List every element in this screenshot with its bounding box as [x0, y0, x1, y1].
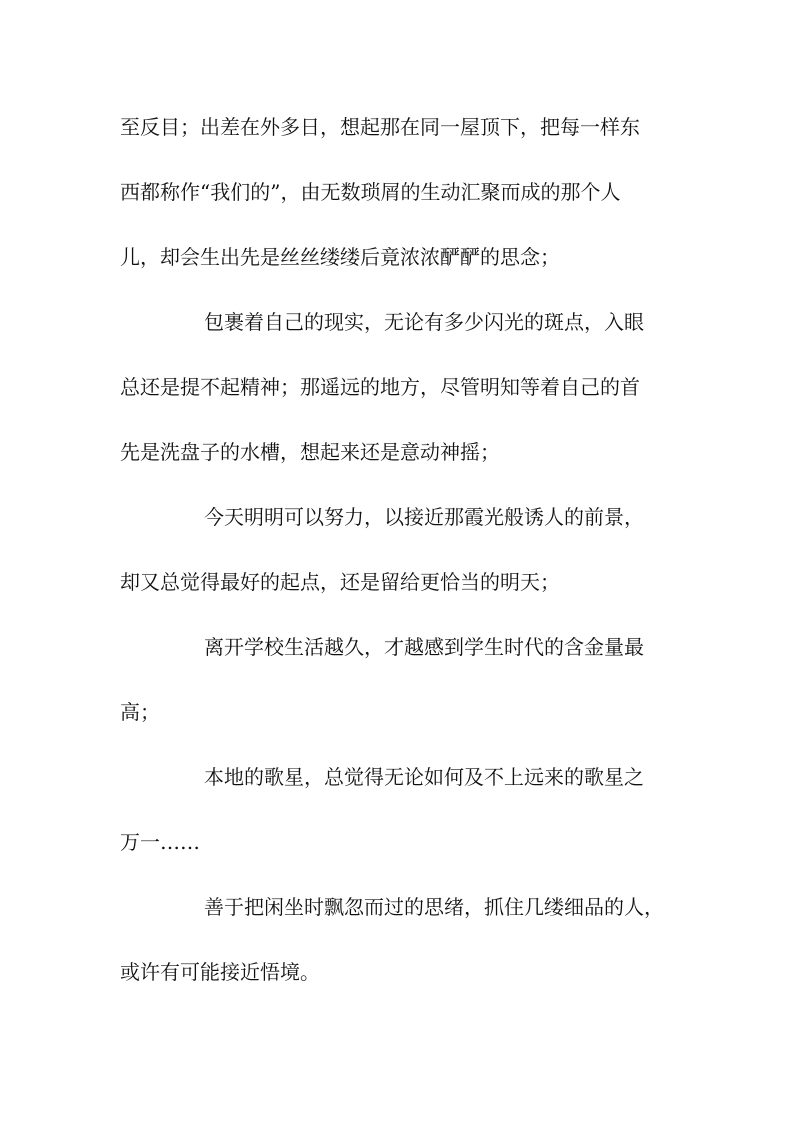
text-line-4: 包裹着自己的现实，无论有多少闪光的斑点，入眼 [204, 310, 644, 334]
text-line-11: 本地的歌星，总觉得无论如何及不上远来的歌星之 [204, 765, 644, 789]
text-line-6: 先是洗盘子的水槽，想起来还是意动神摇； [120, 440, 500, 464]
text-line-10: 高； [120, 700, 160, 724]
text-line-2: 西都称作“我们的”，由无数琐屑的生动汇聚而成的那个人 [120, 180, 621, 204]
text-line-13: 善于把闲坐时飘忽而过的思绪，抓住几缕细品的人， [204, 895, 664, 919]
text-line-7: 今天明明可以努力，以接近那霞光般诱人的前景， [204, 505, 644, 529]
text-line-14: 或许有可能接近悟境。 [120, 960, 320, 984]
text-line-1: 至反目；出差在外多日，想起那在同一屋顶下，把每一样东 [120, 115, 640, 139]
text-line-3: 儿，却会生出先是丝丝缕缕后竟浓浓酽酽的思念； [120, 245, 560, 269]
text-line-8: 却又总觉得最好的起点，还是留给更恰当的明天； [120, 570, 560, 594]
text-line-12: 万一…… [120, 830, 200, 854]
text-line-5: 总还是提不起精神；那遥远的地方，尽管明知等着自己的首 [120, 375, 640, 399]
text-line-9: 离开学校生活越久，才越感到学生时代的含金量最 [204, 635, 644, 659]
